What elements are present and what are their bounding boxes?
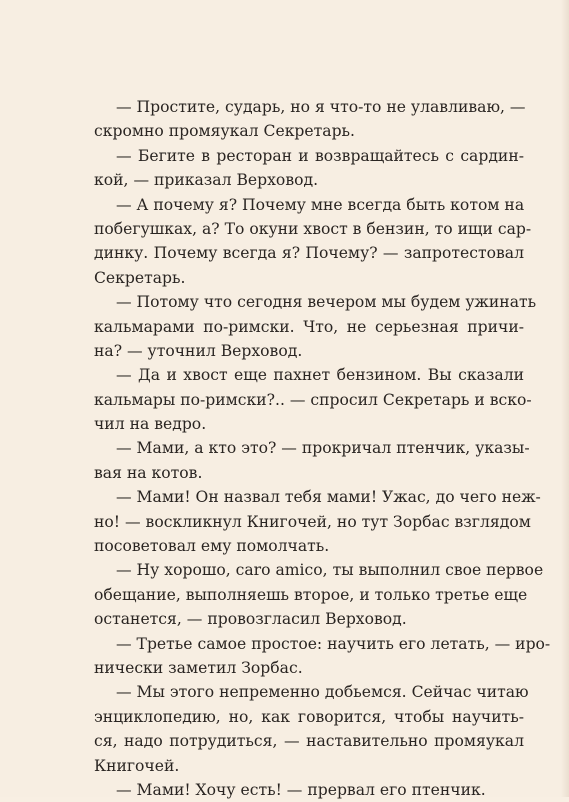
text-line: — Третье самое простое: научить его летать, — иро- <box>116 634 551 653</box>
text-line: энциклопедию, но, как говорится, чтобы научить- <box>94 707 524 726</box>
text-line: кальмарами по-римски. Что, не серьезная причи- <box>94 317 524 336</box>
text-line: кальмары по-римски?.. — спросил Секретарь и вско- <box>94 390 532 409</box>
text-line: ся, надо потрудиться, — наставительно промяукал <box>94 732 524 751</box>
text-line: — Бегите в ресторан и возвращайтесь с сардин- <box>116 146 524 165</box>
text-line: вая на котов. <box>94 463 203 482</box>
text-line: — А почему я? Почему мне всегда быть котом на <box>116 195 525 214</box>
text-line: побегушках, а? То окуни хвост в бензин, то ищи сар- <box>94 219 532 238</box>
text-line: Секретарь. <box>94 268 186 287</box>
text-line: — Мами! Хочу есть! — прервал его птенчик. <box>116 780 486 799</box>
text-line: но! — воскликнул Книгочей, но тут Зорбас взглядом <box>94 512 531 531</box>
text-line: на? — уточнил Верховод. <box>94 341 303 360</box>
text-line: скромно промяукал Секретарь. <box>94 122 355 141</box>
text-line: нически заметил Зорбас. <box>94 658 303 677</box>
text-line: — Мы этого непременно добьемся. Сейчас читаю <box>116 683 529 702</box>
text-line: останется, — провозгласил Верховод. <box>94 610 407 629</box>
text-line: Книгочей. <box>94 756 180 775</box>
text-line: — Простите, сударь, но я что-то не улавливаю, — <box>116 98 526 116</box>
body-text <box>94 95 551 802</box>
text-line: — Мами! Он назвал тебя мами! Ужас, до чего неж- <box>116 488 541 507</box>
text-line: — Ну хорошо, caro amico, ты выполнил свое первое <box>116 561 544 580</box>
text-line: обещание, выполняешь второе, и только третье еще <box>94 585 528 604</box>
text-line: динку. Почему всегда я? Почему? — запротестовал <box>94 244 524 263</box>
text-line: — Мами, а кто это? — прокричал птенчик, указы- <box>116 439 530 458</box>
text-line: — Потому что сегодня вечером мы будем ужинать <box>116 293 537 312</box>
text-line: — Да и хвост еще пахнет бензином. Вы сказали <box>116 366 524 385</box>
text-line: чил на ведро. <box>94 415 207 434</box>
text-line: кой, — приказал Верховод. <box>94 171 319 190</box>
page-edge-shadow <box>561 0 569 797</box>
text-line: посоветовал ему помолчать. <box>94 537 330 556</box>
